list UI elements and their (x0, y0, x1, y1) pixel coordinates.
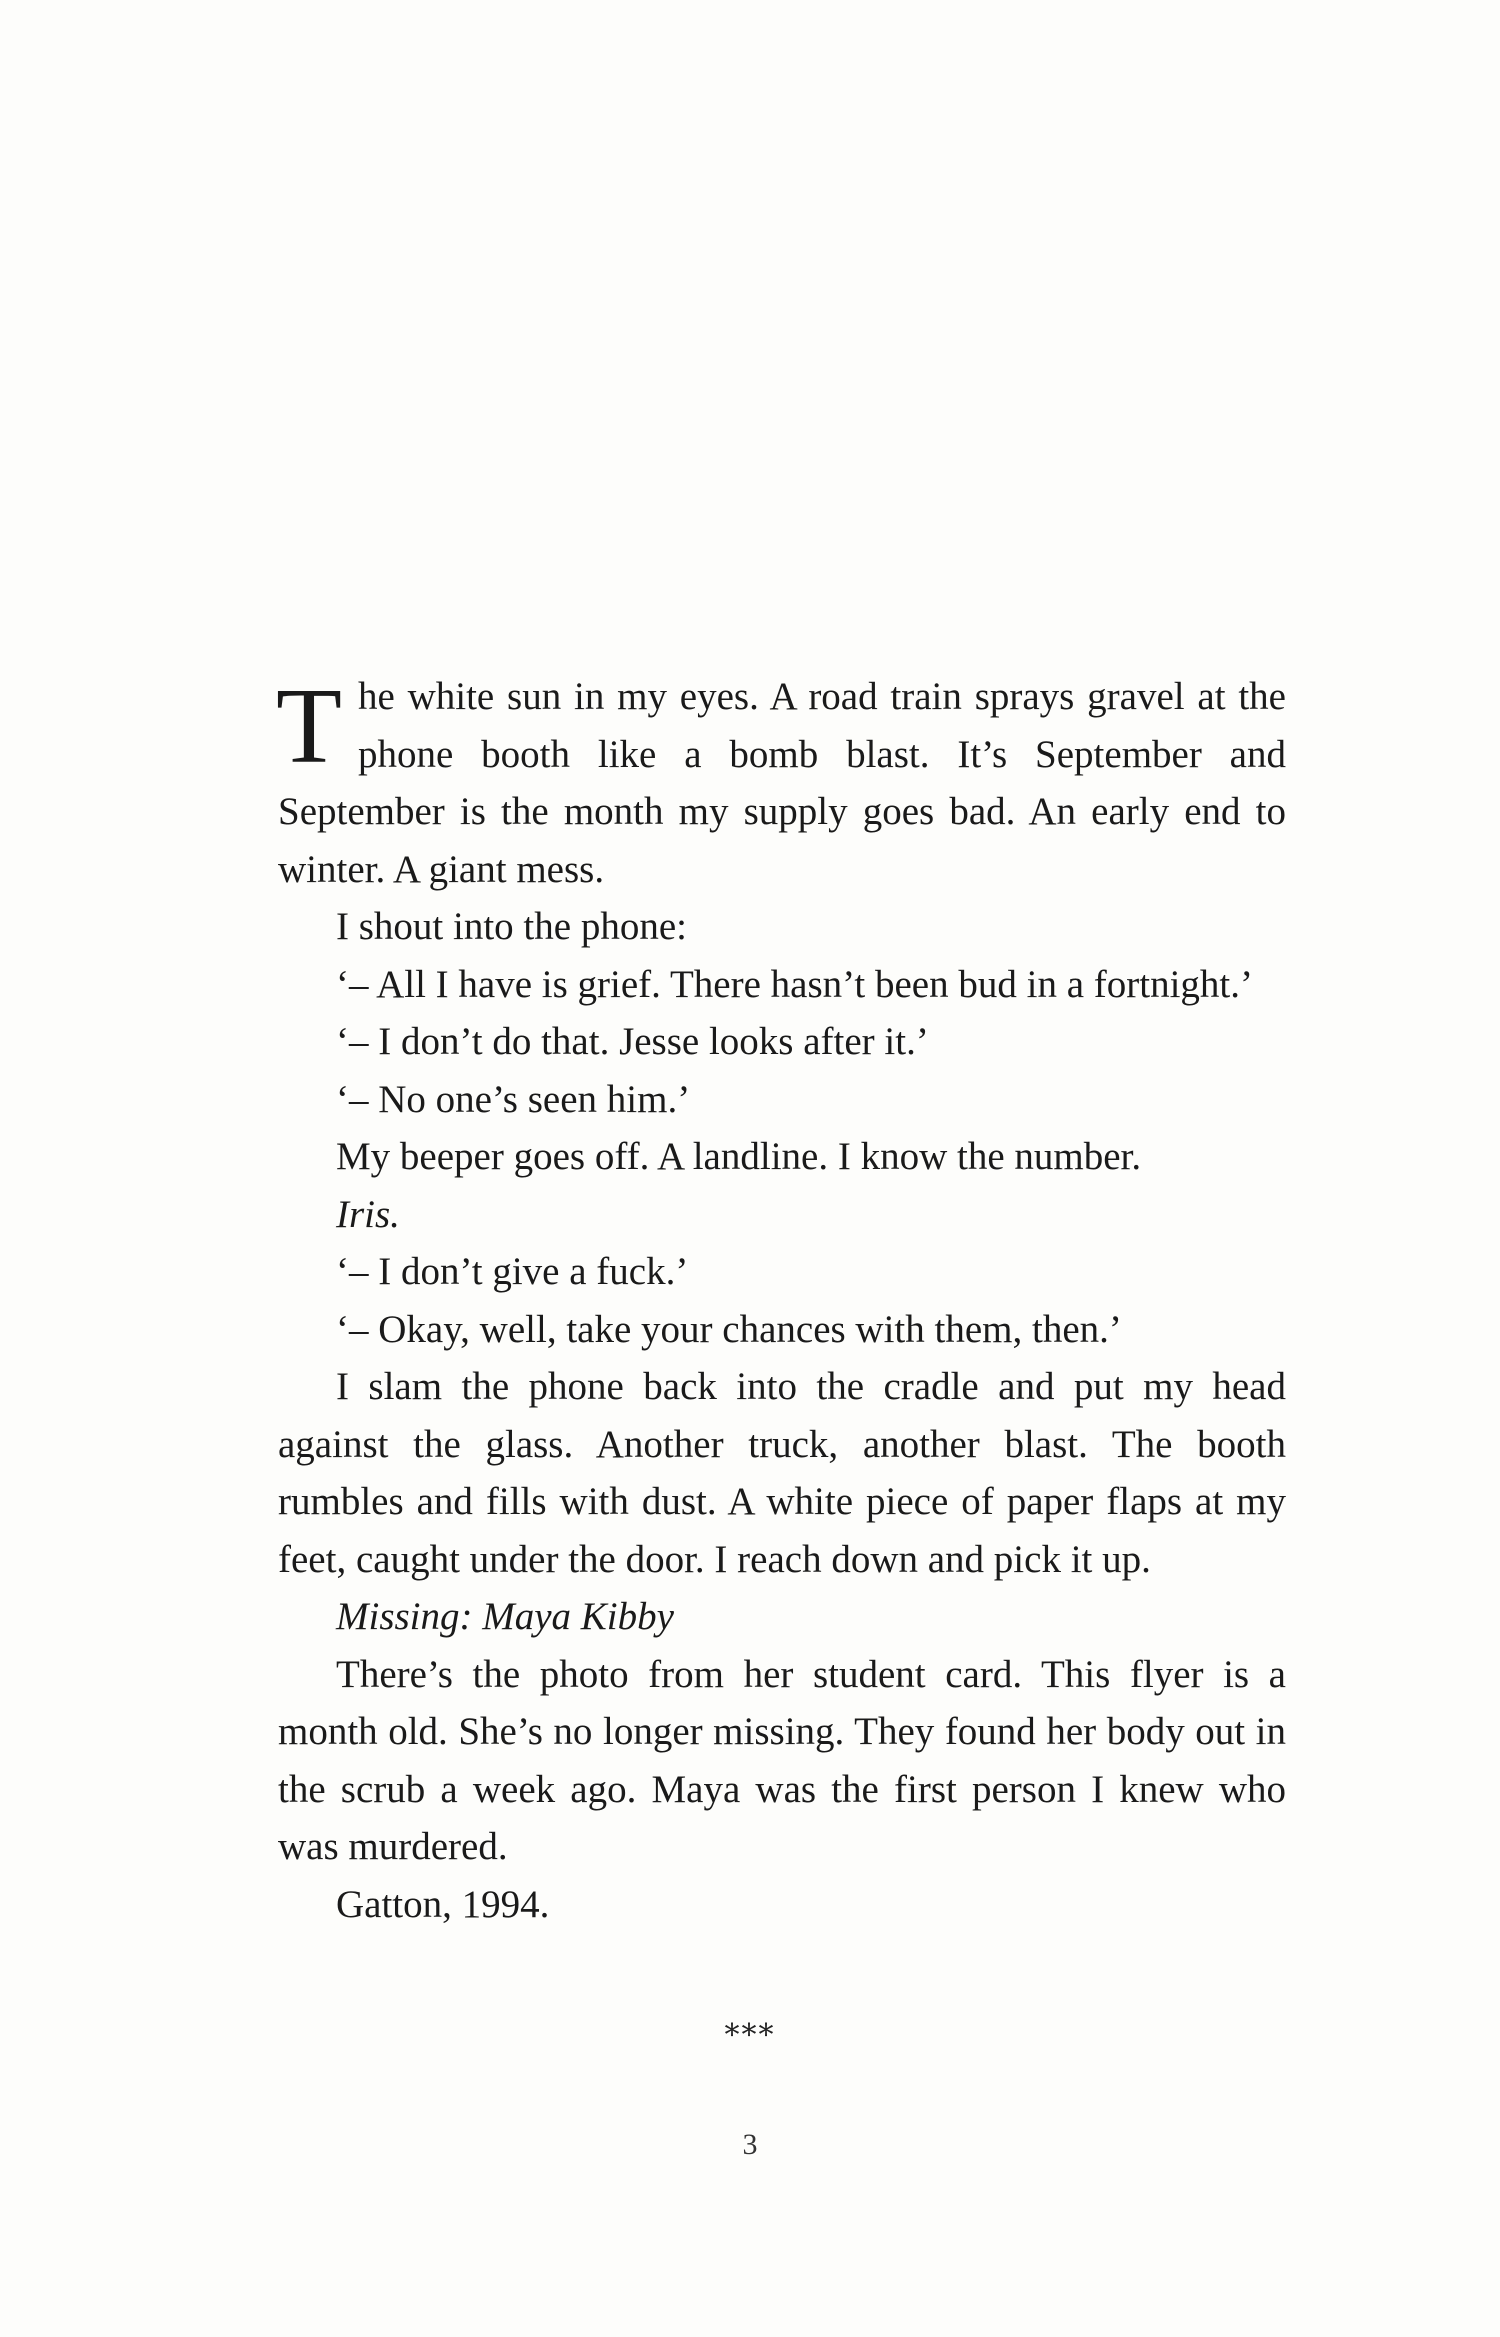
paragraph-13: Gatton, 1994. (336, 1882, 550, 1926)
paragraph-12: There’s the photo from her student card. This flyer is a month old. She’s no longer missing. They found her body out in the scrub a week ago. Maya was the first person I knew who was murdered. (278, 1652, 1286, 1868)
paragraph-9: ‘– Okay, well, take your chances with them, then.’ (336, 1307, 1122, 1351)
paragraph-10: I slam the phone back into the cradle and put my head against the glass. Another truck, another blast. The booth rumbles and fills with dust. A white piece of paper flaps at my feet, caught under the door. I reach down and pick it up. (278, 1365, 1286, 1581)
paragraph-11: Missing: Maya Kibby (336, 1595, 674, 1638)
paragraph-7: Iris. (336, 1192, 400, 1236)
paragraph-1-text: he white sun in my eyes. A road train sprays gravel at the phone booth like a bomb blast. It’s September and September is the month my supply goes bad. An early end to winter. A giant mess. (278, 675, 1286, 891)
page-number: 3 (742, 2128, 758, 2161)
paragraph-4: ‘– I don’t do that. Jesse looks after it.’ (336, 1020, 929, 1063)
paragraph-3: ‘– All I have is grief. There hasn’t been bud in a fortnight.’ (336, 962, 1253, 1006)
paragraph-1 (278, 668, 1286, 898)
drop-cap: T (276, 667, 342, 786)
paragraph-2: I shout into the phone: (336, 905, 687, 948)
paragraph-8: ‘– I don’t give a fuck.’ (336, 1250, 689, 1293)
scene-break: *** (724, 2018, 776, 2053)
chapter-text (278, 668, 1286, 1933)
paragraph-5: ‘– No one’s seen him.’ (336, 1077, 691, 1121)
paragraph-6: My beeper goes off. A landline. I know the number. (336, 1135, 1142, 1178)
